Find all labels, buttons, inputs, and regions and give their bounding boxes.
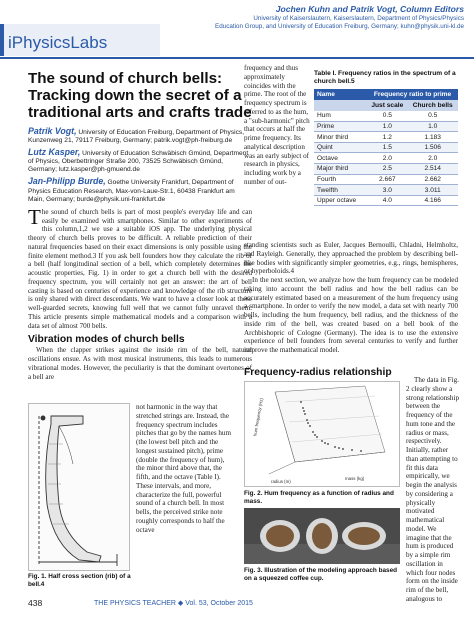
journal-line: THE PHYSICS TEACHER ◆ Vol. 53, October 2015: [94, 600, 253, 607]
cell-just: 2.0: [367, 153, 407, 164]
left-column: [28, 64, 252, 381]
table-caption: Table I. Frequency ratios in the spectrum of a church bell.5: [314, 70, 456, 85]
cell-church: 1.183: [407, 132, 458, 143]
figure-coffee-cup-photo: [244, 508, 400, 564]
hum-frequency-3d-plot: [245, 382, 401, 488]
method-paragraph: In the next section, we analyze how the hum frequency can be modeled taking into account the bell radius and how the bell radius can be accurately estimated based on a measurement of the hum frequency using a smartphone. In order to verify the new model, a data set with nearly 700 bells, including the hum frequency, bell radius, and the thickness of the inside rim of the bell, was created based on a bell book of the Archbishopric of Cologne (Germany). The idea is to use the extensive experience of bell founders from several centuries to verify and further improve the mathematical model.: [244, 276, 458, 354]
cell-church: 3.011: [407, 185, 458, 196]
mid-paragraph: frequency and thus approximately coincides with the prime. The root of the frequency spectrum is referred to as the hum, a "sub-harmonic" pitch that occurs at half the prime frequency. Its analytical description was an early subject of research in physics, including work by a number of out-: [244, 64, 310, 186]
author-block-3: [28, 177, 252, 203]
header-rule: [0, 57, 474, 59]
cell-church: 0.5: [407, 111, 458, 122]
author-affiliation: University of Education Schwäbisch Gmünd, Department of Physics, Oberbettringer Straße 200, 73525 Schwäbisch Gmünd, Germany; lutz.kasper@ph-gmuend.de: [28, 150, 249, 174]
vibration-continuation: not harmonic in the way that stretched strings are. Instead, the frequency spectrum includes pitches that go by the names hum (the lowest bell pitch and the longest sustained pitch), prime (double the frequency of hum), the minor third above that, the fifth, and the octave (Table I). These intervals, and more, characterize the full, powerful sound of a church bell. In most bells, the perceived strike note roughly corresponds to half the octave: [136, 403, 231, 534]
coffee-cup-illustration: [244, 508, 400, 564]
vibration-continuation-column: [136, 403, 234, 534]
table-subheader-row: [314, 100, 458, 111]
section-heading-vibration: Vibration modes of church bells: [28, 334, 185, 346]
x-axis-label: radius (m): [271, 479, 291, 484]
cell-just: 0.5: [367, 111, 407, 122]
editor-affiliation-2: Education Group, and University of Education Freiburg, Germany; kuhn@physik.uni-kl.de: [215, 23, 464, 31]
table-row: [314, 164, 458, 175]
z-axis-label: hum frequency (Hz): [252, 397, 264, 437]
col-subheader-just: Just scale: [367, 100, 407, 111]
editor-affiliation-1: University of Kaiserslautern, Kaiserslautern, Department of Physics/Physics: [253, 15, 464, 22]
y-axis-label: mass (kg): [345, 476, 365, 481]
author-name: Patrik Vogt,: [28, 126, 77, 136]
cell-just: 1.0: [367, 121, 407, 132]
cell-name: Minor third: [314, 132, 367, 143]
cell-church: 2.662: [407, 174, 458, 185]
table-row: [314, 174, 458, 185]
section-heading-frequency-radius: Frequency-radius relationship: [244, 367, 392, 378]
cell-just: 1.5: [367, 142, 407, 153]
right-wide-column: [244, 241, 458, 355]
col-subheader-church: Church bells: [407, 100, 458, 111]
cell-church: 1.0: [407, 121, 458, 132]
table-block: [314, 70, 458, 206]
article-title: The sound of church bells: Tracking down the secret of a traditional arts and crafts trade: [28, 70, 252, 121]
figure-bell-rib: [28, 403, 130, 571]
table-row: [314, 132, 458, 143]
intro-text: he sound of church bells is part of most people's everyday life and can easily be examined with smartphones. Similar to other experiments of this column,1,2 we use a suitable iOS app. The underlying physical theory of church bells proves to be difficult. A reliable prediction of their natural frequencies based on their exact dimensions is only possible using the finite element method.3 If you ask bell founders how they calculate the rib of a bell (half longitudinal section of a bell, which completely determines the acoustic properties, Fig. 1) in order to get a church bell with the desired frequency spectrum, you will certainly not get an answer: the art of bell casting is based on centuries of experience and knowledge of the rib structure is only shared with direct descendants. We want to have a closer look at these well-guarded secrets, knowing full well that we cannot fully unravel them. This article presents simple mathematical models and a comparison with a data set of almost 700 bells.: [28, 207, 252, 330]
table-row: [314, 185, 458, 196]
figure-3-caption: Fig. 3. Illustration of the modeling approach based on a squeezed coffee cup.: [244, 567, 398, 582]
cell-church: 2.514: [407, 164, 458, 175]
cell-just: 4.0: [367, 195, 407, 206]
table-row: [314, 153, 458, 164]
cell-church: 2.0: [407, 153, 458, 164]
frequency-radius-column: [406, 376, 460, 604]
page-header: [0, 0, 474, 58]
cell-church: 1.506: [407, 142, 458, 153]
table-row: [314, 111, 458, 122]
bell-rib-drawing: [29, 404, 131, 572]
table-row: [314, 195, 458, 206]
cell-just: 1.2: [367, 132, 407, 143]
col-header-ratio: Frequency ratio to prime: [367, 89, 458, 100]
cell-church: 4.166: [407, 195, 458, 206]
cell-name: Major third: [314, 164, 367, 175]
page-number: 438: [28, 598, 43, 608]
drop-cap: T: [28, 204, 41, 229]
author-block-2: [28, 148, 252, 174]
author-affiliation: University of Education Freiburg, Department of Physics, Kunzenweg 21, 79117 Freiburg, Germany; patrik.vogt@ph-freiburg.de: [28, 129, 245, 145]
cell-just: 2.5: [367, 164, 407, 175]
cell-name: Prime: [314, 121, 367, 132]
middle-column: [244, 64, 310, 187]
figure-1-caption: Fig. 1. Half cross section (rib) of a bell.4: [28, 573, 131, 588]
col-subheader-empty: [314, 100, 367, 111]
cell-name: Quint: [314, 142, 367, 153]
cell-just: 3.0: [367, 185, 407, 196]
section-title: iPhysicsLabs: [8, 33, 108, 52]
vibration-paragraph: When the clapper strikes against the inside rim of the bell, natural oscillations ensue. As with most musical instruments, this leads to numerous vibrational modes. However, the peculiarity is that the dominant overtones of a bell are: [28, 346, 252, 381]
cell-name: Twelfth: [314, 185, 367, 196]
table-header-row: [314, 89, 458, 100]
author-name: Jan-Philipp Burde,: [28, 176, 106, 187]
column-editors: [134, 4, 464, 31]
cell-just: 2.667: [367, 174, 407, 185]
cell-name: Octave: [314, 153, 367, 164]
col-header-name: Name: [314, 89, 367, 100]
table-row: [314, 142, 458, 153]
author-name: Lutz Kasper,: [28, 147, 81, 158]
author-block-1: [28, 127, 252, 145]
frequency-ratio-table: [314, 89, 458, 207]
frequency-radius-paragraph: The data in Fig. 2 clearly show a strong relationship between the frequency of the hum tone and the radius or mass, respectively. Initially, rather than attempting to fit this data empirically, we begin the analysis by considering a physically motivated mathematical model. We imagine that the hum is produced by a simple rim oscillation in which four nodes form on the inside rim of the bell, analogous to: [406, 376, 459, 603]
figure-hum-frequency-plot: [244, 381, 400, 487]
history-paragraph: standing scientists such as Euler, Jacques Bernoulli, Chladni, Helmholtz, and Rayleigh. Generally, they approached the problem by describing bell-like bodies with significantly simpler geometries, e.g., rings, hemispheres, or hyperboloids.4: [244, 241, 458, 276]
editor-names: Jochen Kuhn and Patrik Vogt, Column Editors: [275, 4, 464, 14]
cell-name: Upper octave: [314, 195, 367, 206]
cell-name: Hum: [314, 111, 367, 122]
figure-2-caption: Fig. 2. Hum frequency as a function of radius and mass.: [244, 490, 394, 505]
author-affiliation: Goethe University Frankfurt, Department of Physics Education Research, Max-von-Laue-Str.1, 60438 Frankfurt am Main, Germany; burde@physik.uni-frankfurt.de: [28, 179, 235, 203]
cell-name: Fourth: [314, 174, 367, 185]
table-row: [314, 121, 458, 132]
intro-paragraph: [28, 204, 252, 331]
